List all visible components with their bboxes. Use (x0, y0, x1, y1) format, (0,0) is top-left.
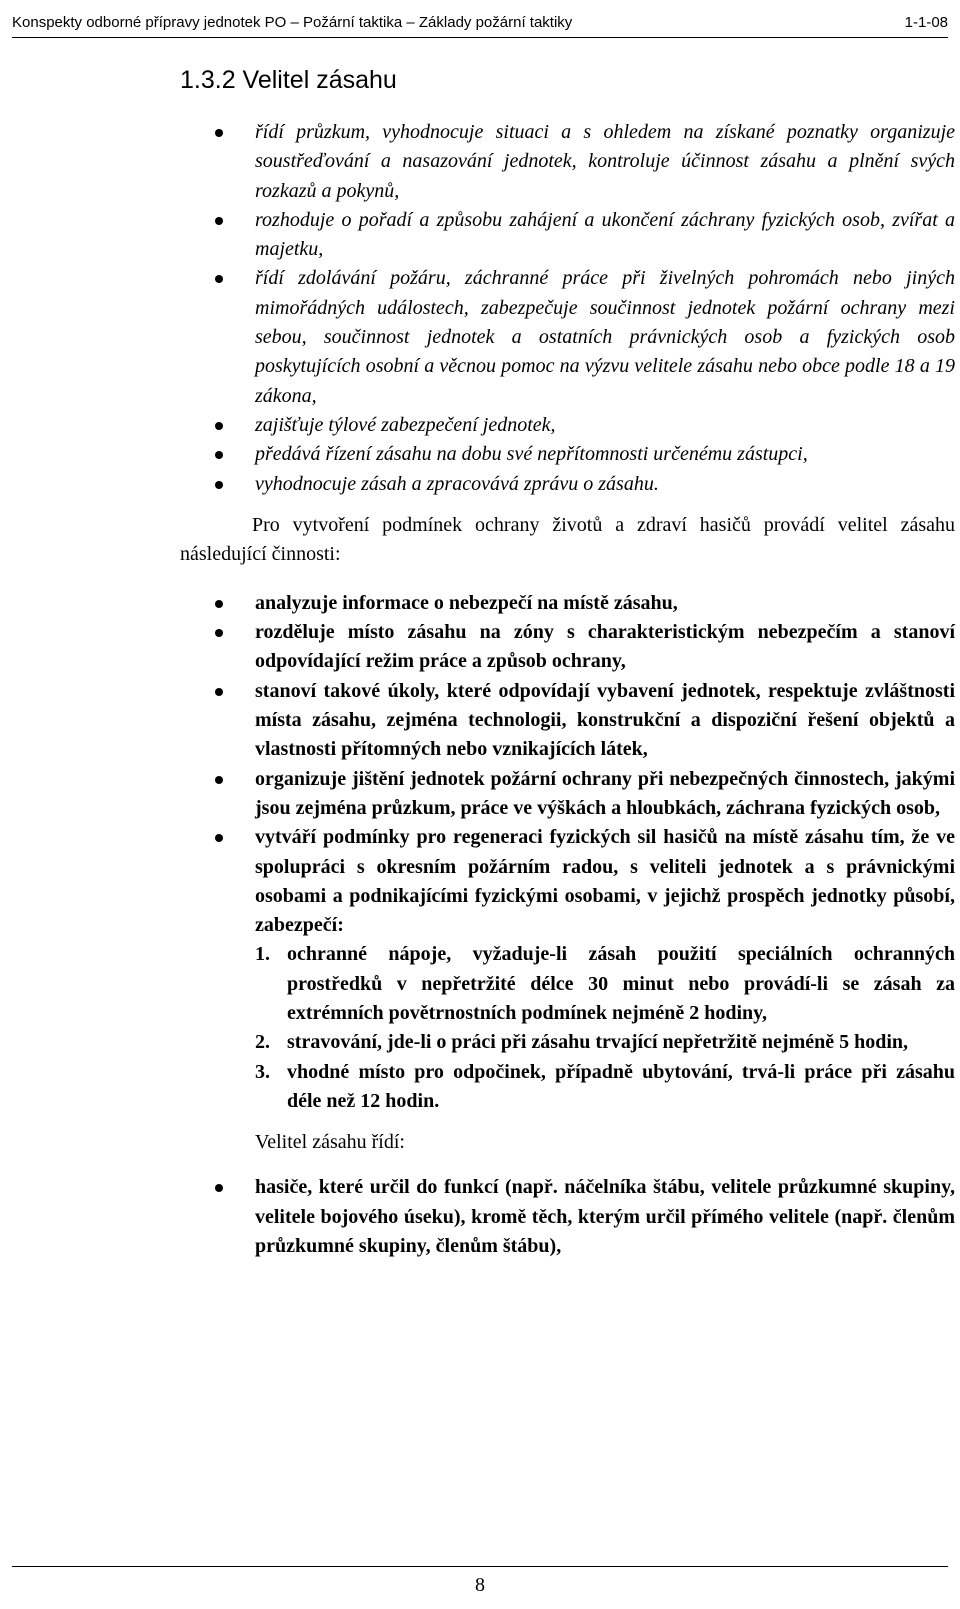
list-item: řídí zdolávání požáru, záchranné práce při živelných pohromách nebo jiných mimořádných událostech, zabezpečuje součinnost jednotek požární ochrany mezi sebou, součinnost jednotek a ostatních právnických osob a fyzických osob poskytujících osobní a věcnou pomoc na výzvu velitele zásahu nebo obce podle 18 a 19 zákona, (180, 264, 955, 410)
bullet-icon (215, 1184, 223, 1192)
directs-list (180, 1173, 955, 1261)
list-item: organizuje jištění jednotek požární ochrany při nebezpečných činnostech, jakými jsou zejména průzkum, práce ve výškách a hloubkách, záchrana fyzických osob, (180, 765, 955, 824)
list-item: hasiče, které určil do funkcí (např. náčelníka štábu, velitele průzkumné skupiny, velitele bojového úseku), kromě těch, kterým určil přímého velitele (např. členům průzkumné skupiny, členům štábu), (180, 1173, 955, 1261)
list-item: řídí průzkum, vyhodnocuje situaci a s ohledem na získané poznatky organizuje soustřeďování a nasazování jednotek, kontroluje účinnost zásahu a plnění svých rozkazů a pokynů, (180, 118, 955, 206)
bullet-icon (215, 451, 223, 459)
bullet-icon (215, 275, 223, 283)
numbered-item: 3. vhodné místo pro odpočinek, případně ubytování, trvá-li práce při zásahu déle než 12 hodin. (255, 1060, 955, 1112)
list-item: stanoví takové úkoly, které odpovídají vybavení jednotek, respektuje zvláštnosti místa zásahu, zejména technologii, konstrukční a dispoziční řešení objektů a vlastnosti přítomných nebo vznikajících látek, (180, 677, 955, 765)
page-header (12, 0, 948, 38)
bullet-icon (215, 600, 223, 608)
lead-text: Velitel zásahu řídí: (255, 1131, 405, 1154)
safety-activities-list (180, 589, 955, 1116)
document-body (180, 64, 955, 1261)
bullet-icon (215, 422, 223, 430)
section-heading: 1.3.2 Velitel zásahu (180, 66, 397, 94)
list-item: rozděluje místo zásahu na zóny s charakteristickým nebezpečím a stanoví odpovídající režim práce a způsob ochrany, (180, 618, 955, 677)
bullet-icon (215, 776, 223, 784)
page-number: 8 (475, 1574, 485, 1596)
numbered-list (255, 940, 955, 1116)
intro-paragraph: Pro vytvoření podmínek ochrany životů a zdraví hasičů provádí velitel zásahu následující činnosti: (180, 513, 955, 565)
bullet-icon (215, 129, 223, 137)
list-item: zajišťuje týlové zabezpečení jednotek, (180, 411, 955, 440)
list-item: analyzuje informace o nebezpečí na místě zásahu, (180, 589, 955, 618)
bullet-icon (215, 688, 223, 696)
list-item: vytváří podmínky pro regeneraci fyzických sil hasičů na místě zásahu tím, že ve spolupráci s okresním požárním radou, s veliteli jednotek a s právnickými osobami a podnikajícími fyzickými osobami, v jejichž prospěch jednotky působí, zabezpečí: 1. ochranné nápoje, vyžaduje-li zásah použití speciálních ochranných prostředků v nepřetržité délce 30 minut nebo provádí-li se zásah za extrémních povětrnostních podmínek nejméně 2 hodiny, 2. stravování, jde-li o práci při zásahu trvající nepřetržitě nejméně 5 hodin, 3. vhodné místo pro odpočinek, případně ubytování, trvá-li práce při zásahu déle než 12 hodin. (180, 823, 955, 1116)
bullet-icon (215, 834, 223, 842)
list-item: rozhoduje o pořadí a způsobu zahájení a ukončení záchrany fyzických osob, zvířat a majetku, (180, 206, 955, 265)
bullet-icon (215, 217, 223, 225)
numbered-item: 1. ochranné nápoje, vyžaduje-li zásah použití speciálních ochranných prostředků v nepřetržité délce 30 minut nebo provádí-li se zásah za extrémních povětrnostních podmínek nejméně 2 hodiny, (255, 943, 955, 1025)
header-title: Konspekty odborné přípravy jednotek PO – Požární taktika – Základy požární taktiky (12, 14, 573, 31)
list-item: předává řízení zásahu na dobu své nepřítomnosti určenému zástupci, (180, 440, 955, 469)
bullet-icon (215, 629, 223, 637)
header-code: 1-1-08 (904, 14, 948, 31)
commander-duties-list (180, 118, 955, 499)
bullet-icon (215, 481, 223, 489)
numbered-item: 2. stravování, jde-li o práci při zásahu trvající nepřetržitě nejméně 5 hodin, (255, 1031, 909, 1054)
list-item: vyhodnocuje zásah a zpracovává zprávu o zásahu. (180, 470, 955, 499)
footer-divider (12, 1566, 948, 1567)
